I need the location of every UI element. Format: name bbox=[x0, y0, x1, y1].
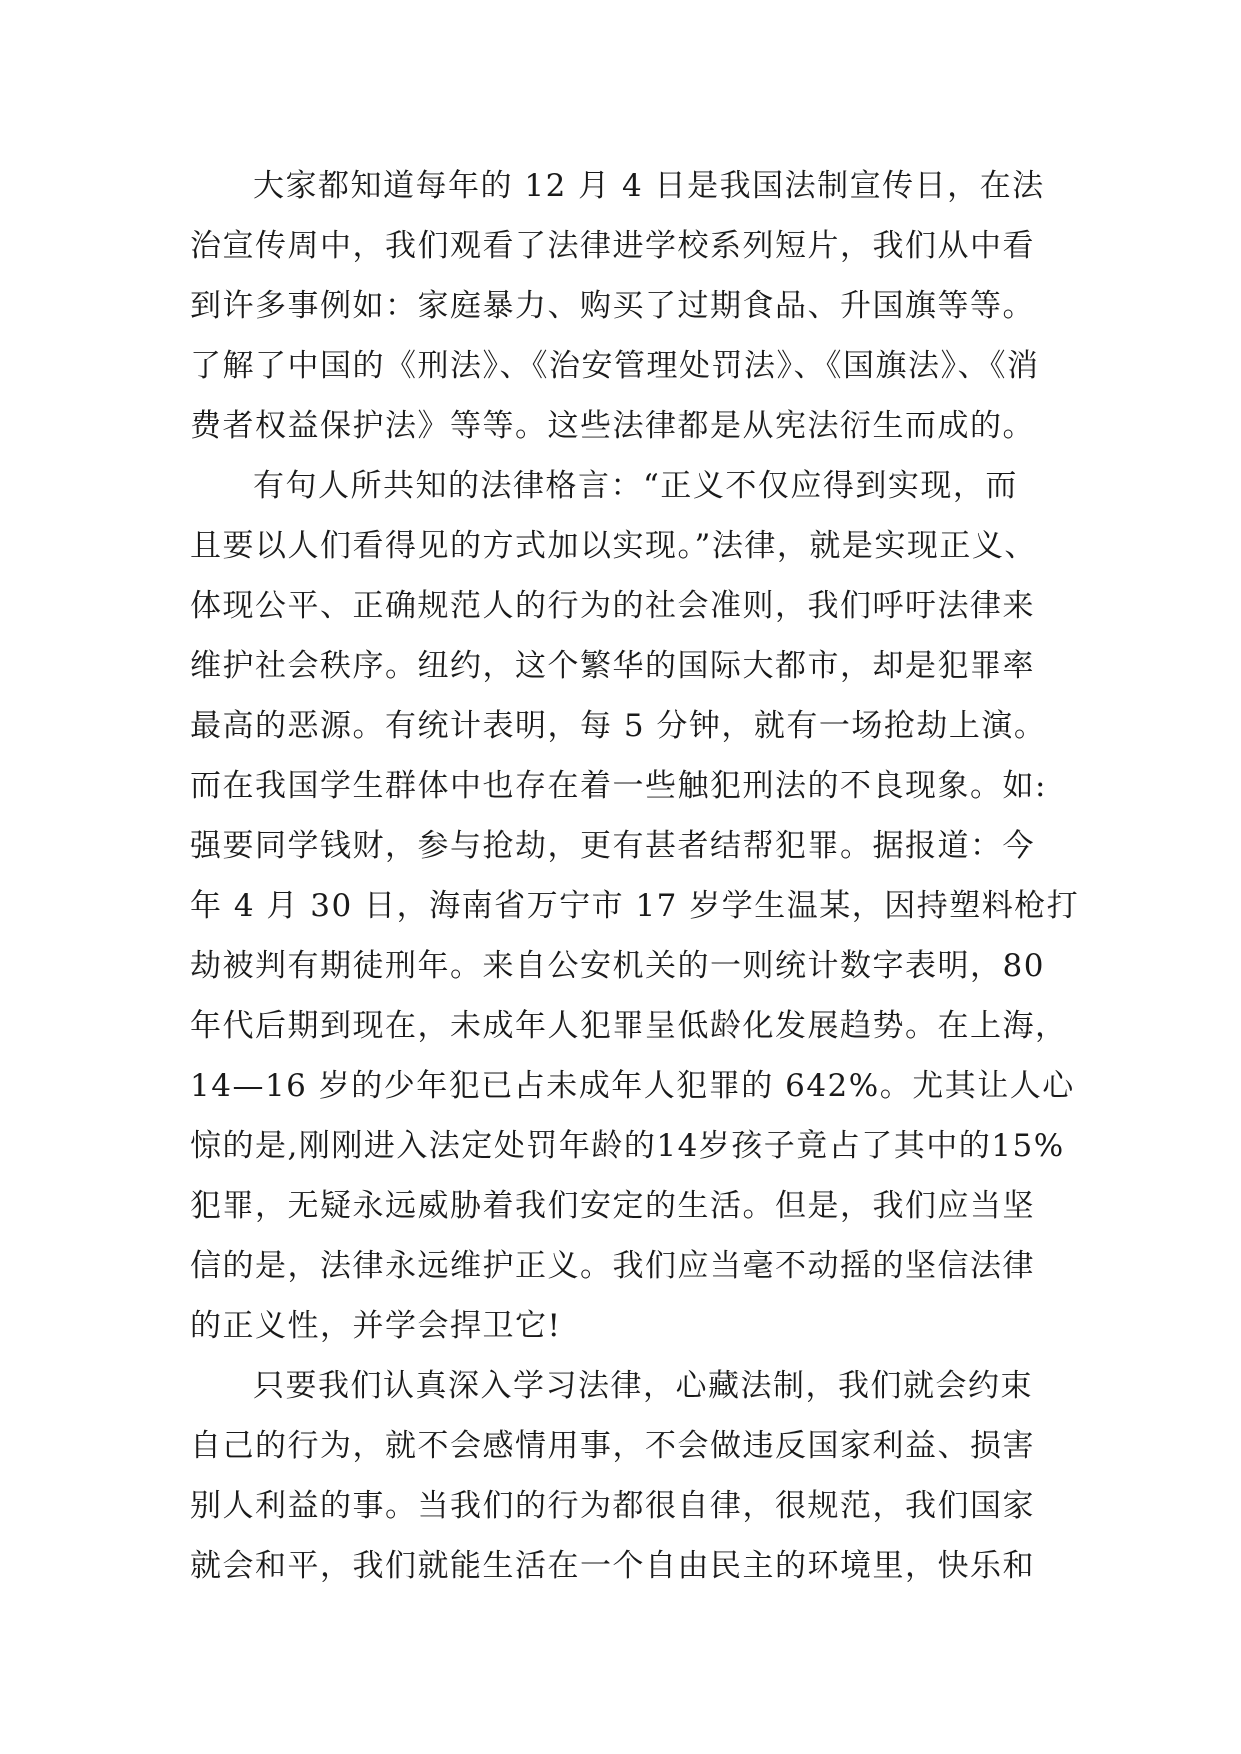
paragraph-line: 只要我们认真深入学习法律，心藏法制，我们就会约束 bbox=[253, 1368, 1033, 1404]
paragraph-line: 体现公平、正确规范人的行为的社会准则，我们呼吁法律来 bbox=[190, 588, 1035, 624]
paragraph-line: 就会和平，我们就能生活在一个自由民主的环境里，快乐和 bbox=[190, 1548, 1035, 1584]
paragraph-line: 劫被判有期徒刑年。来自公安机关的一则统计数字表明，80 bbox=[190, 948, 1045, 984]
paragraph-1 bbox=[190, 156, 1070, 456]
paragraph-line: 治宣传周中，我们观看了法律进学校系列短片，我们从中看 bbox=[190, 228, 1035, 264]
paragraph-2 bbox=[190, 456, 1080, 1356]
paragraph-line: 自己的行为，就不会感情用事，不会做违反国家利益、损害 bbox=[190, 1428, 1035, 1464]
paragraph-3 bbox=[190, 1356, 1070, 1596]
paragraph-line: 费者权益保护法》等等。这些法律都是从宪法衍生而成的。 bbox=[190, 408, 1035, 444]
paragraph-line: 而在我国学生群体中也存在着一些触犯刑法的不良现象。如: bbox=[190, 768, 1047, 804]
paragraph-line: 维护社会秩序。纽约，这个繁华的国际大都市，却是犯罪率 bbox=[190, 648, 1035, 684]
paragraph-line: 有句人所共知的法律格言：“正义不仅应得到实现，而 bbox=[253, 468, 1018, 504]
paragraph-line: 大家都知道每年的 12 月 4 日是我国法制宣传日，在法 bbox=[253, 168, 1045, 204]
paragraph-line: 信的是，法律永远维护正义。我们应当毫不动摇的坚信法律 bbox=[190, 1248, 1035, 1284]
paragraph-line: 的正义性，并学会捍卫它! bbox=[190, 1308, 562, 1344]
paragraph-line: 惊的是,刚刚进入法定处罚年龄的14岁孩子竟占了其中的15% bbox=[190, 1128, 1065, 1164]
paragraph-line: 了解了中国的《刑法》、《治安管理处罚法》、《国旗法》、《消 bbox=[190, 348, 1040, 384]
paragraph-line: 年代后期到现在，未成年人犯罪呈低龄化发展趋势。在上海， bbox=[190, 1008, 1068, 1044]
text-column bbox=[190, 156, 1080, 1596]
paragraph-line: 年 4 月 30 日，海南省万宁市 17 岁学生温某，因持塑料枪打 bbox=[190, 888, 1080, 924]
paragraph-line: 14—16 岁的少年犯已占未成年人犯罪的 642%。尤其让人心 bbox=[190, 1068, 1075, 1104]
paragraph-line: 犯罪，无疑永远威胁着我们安定的生活。但是，我们应当坚 bbox=[190, 1188, 1035, 1224]
paragraph-line: 强要同学钱财，参与抢劫，更有甚者结帮犯罪。据报道：今 bbox=[190, 828, 1035, 864]
paragraph-line: 到许多事例如：家庭暴力、购买了过期食品、升国旗等等。 bbox=[190, 288, 1035, 324]
paragraph-line: 且要以人们看得见的方式加以实现。”法律，就是实现正义、 bbox=[190, 528, 1037, 564]
paragraph-line: 别人利益的事。当我们的行为都很自律，很规范，我们国家 bbox=[190, 1488, 1035, 1524]
paragraph-line: 最高的恶源。有统计表明，每 5 分钟，就有一场抢劫上演。 bbox=[190, 708, 1047, 744]
